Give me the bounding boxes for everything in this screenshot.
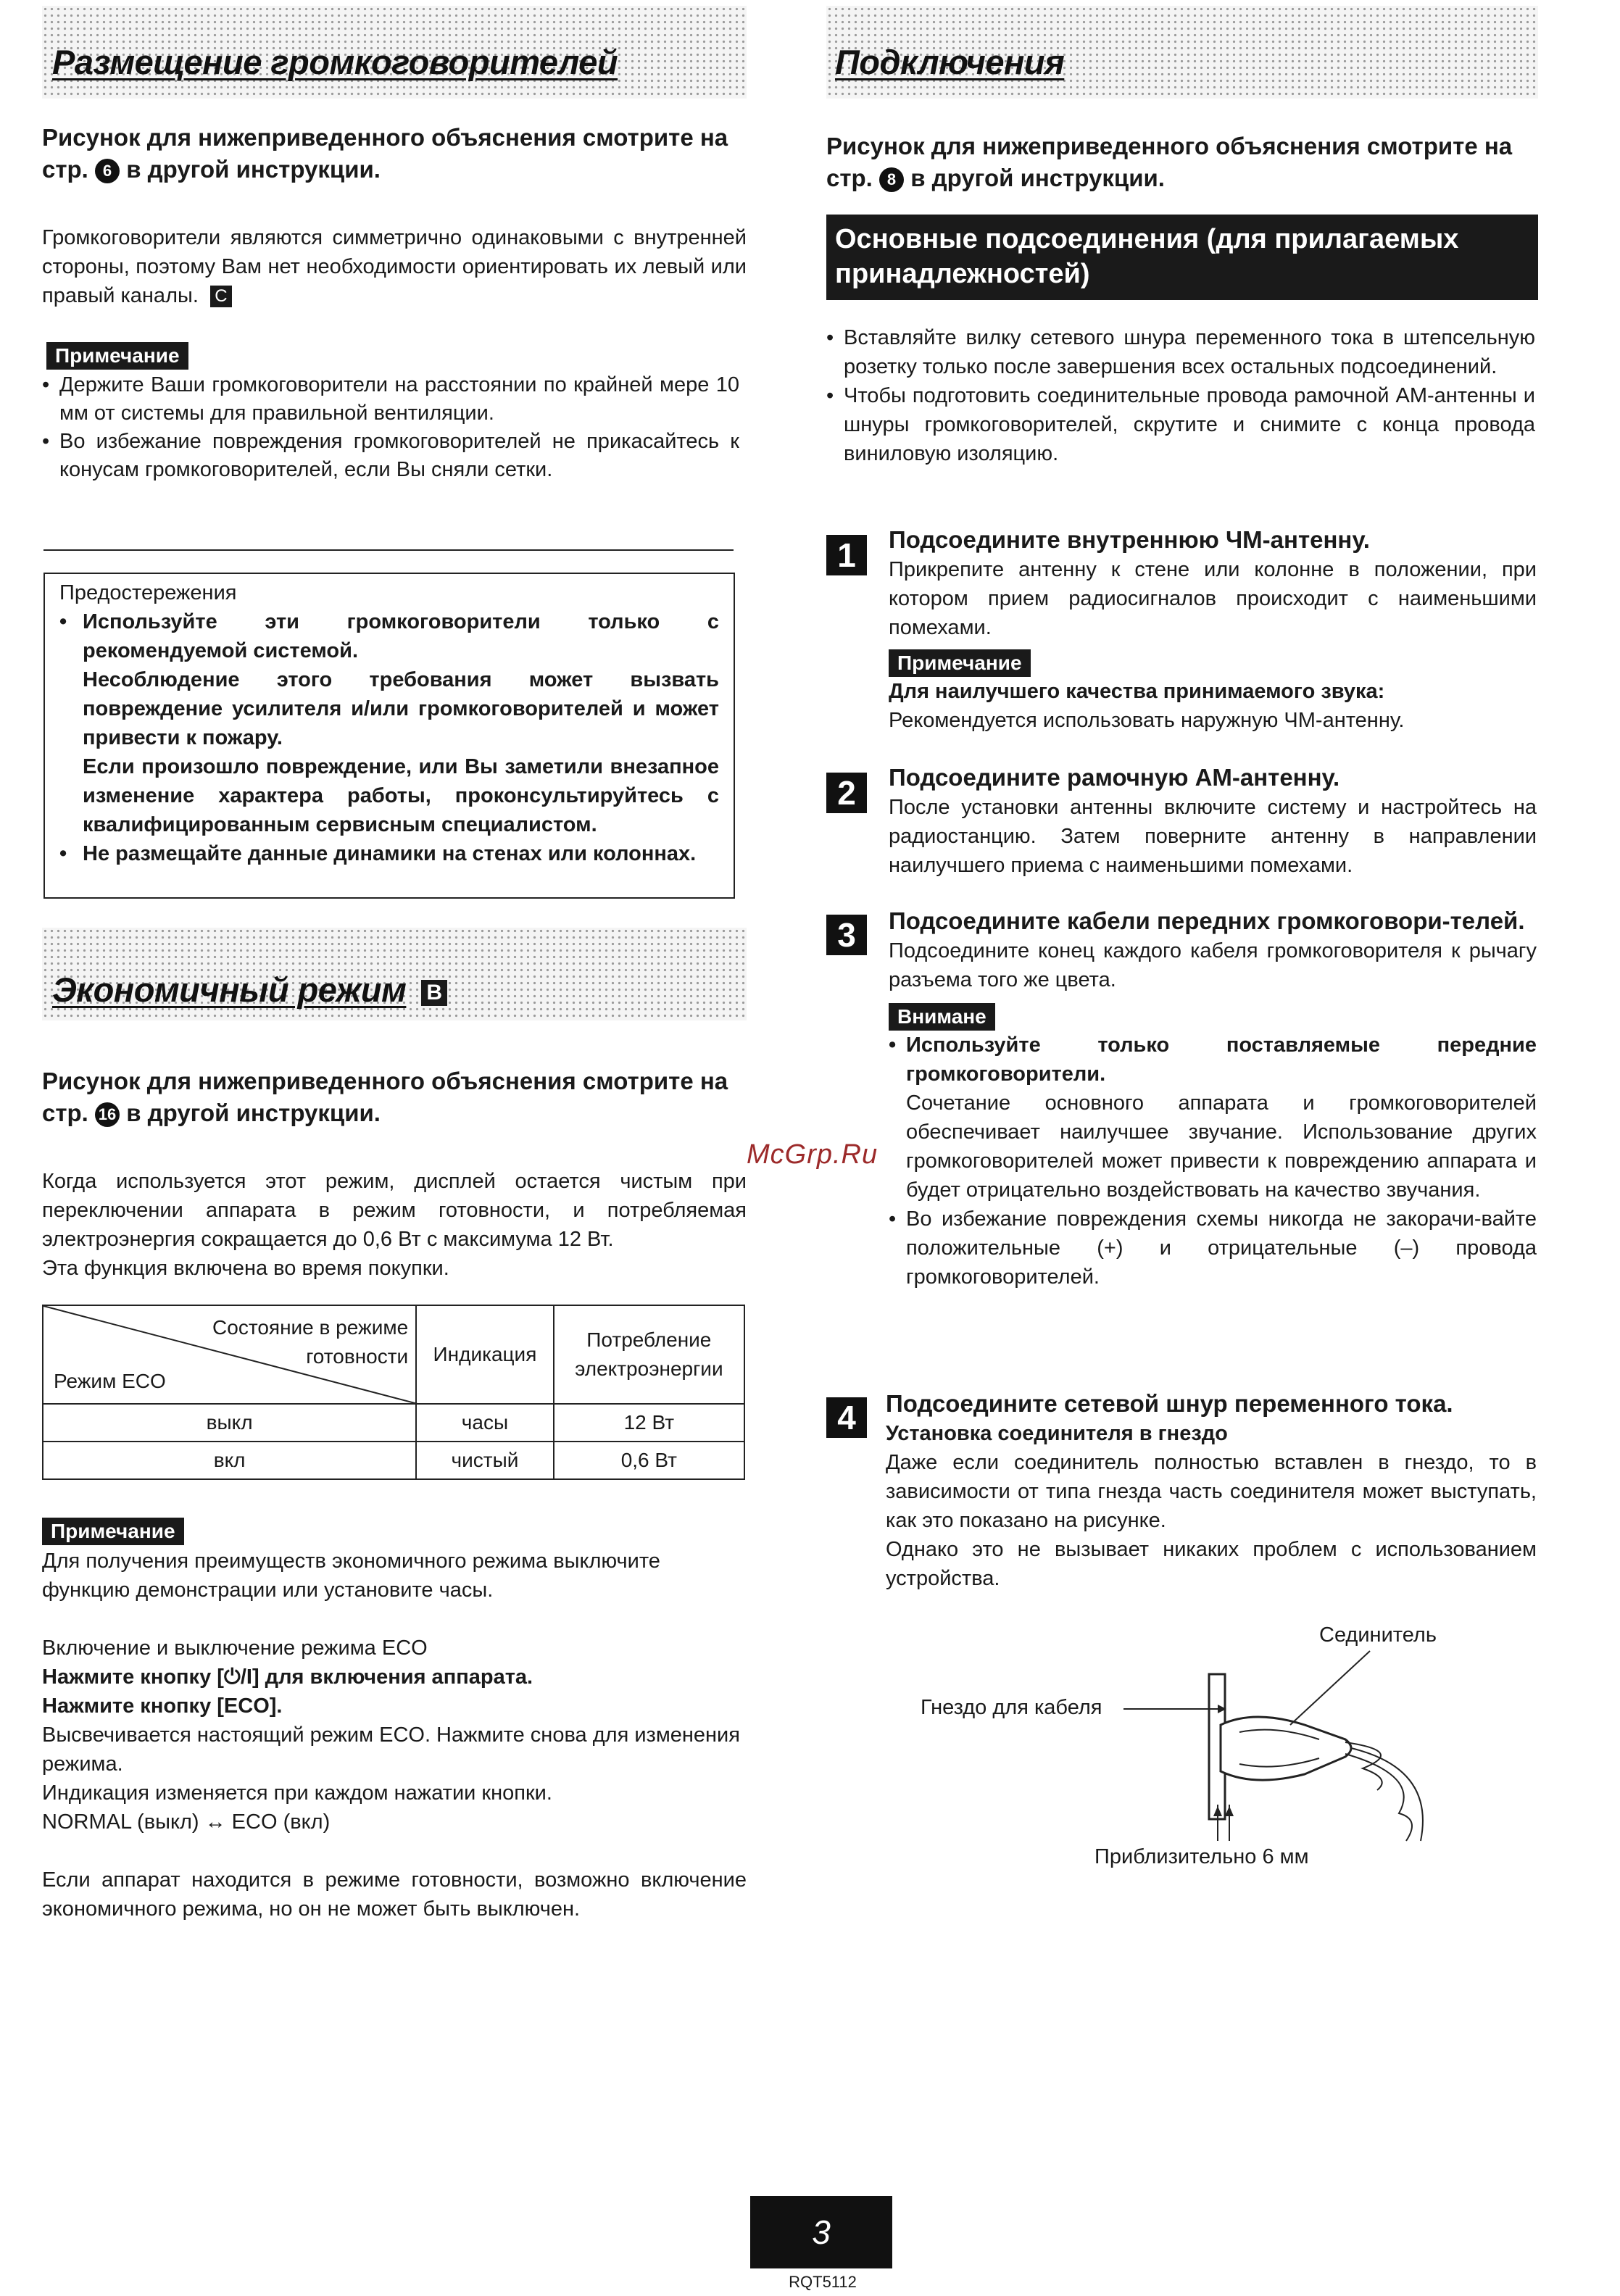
- caution-item-1c: Если произошло повреждение, или Вы заметили внезапное изменение характера работы, проконсультируйтесь с квалифицированным сервисным специалистом.: [83, 755, 719, 836]
- corner-top-label: Состояние в режиме готовности: [212, 1316, 409, 1368]
- corner-bottom-label: Режим ECO: [54, 1370, 166, 1392]
- table-cell: выкл: [43, 1404, 416, 1442]
- eco-ref: [42, 1065, 747, 1129]
- speakers-notes: [42, 371, 739, 484]
- step-note-text: Рекомендуется использовать наружную ЧМ-антенну.: [889, 709, 1405, 732]
- table-cell: 0,6 Вт: [554, 1442, 744, 1479]
- speakers-ref: [42, 122, 747, 186]
- speakers-text-body: Громкоговорители являются симметрично одинаковыми с внутренней стороны, поэтому Вам нет необходимости ориентировать их левый или правый каналы.: [42, 226, 747, 307]
- table-cell: 12 Вт: [554, 1404, 744, 1442]
- connector-drawing: [913, 1623, 1464, 1870]
- connections-heading-label: Подключения: [835, 43, 1065, 81]
- eco-text-body: Когда используется этот режим, дисплей остается чистым при переключении аппарата в режим готовности, и потребляемая электроэнергия сокращается до 0,6 Вт с максимума 12 Вт.: [42, 1170, 747, 1251]
- table-row: [43, 1404, 744, 1442]
- connector-figure: [913, 1623, 1464, 1870]
- eco-note: Для получения преимуществ экономичного режима выключите функцию демонстрации или установите часы.: [42, 1550, 660, 1602]
- connections-ref-post: в другой инструкции.: [910, 165, 1165, 191]
- caution-item-1b: Несоблюдение этого требования может вызвать повреждение усилителя и/или громкоговорителей и может привести к пожару.: [83, 668, 719, 749]
- step-text: Даже если соединитель полностью вставлен в гнездо, то в зависимости от типа гнезда часть соединителя может выступать, как это показано на рисунке.: [886, 1451, 1537, 1532]
- speakers-heading: [52, 42, 618, 82]
- caution-title: Предостережения: [59, 581, 237, 604]
- eco-final: Если аппарат находится в режиме готовности, возможно включение экономичного режима, но он не может быть выключен.: [42, 1868, 747, 1921]
- table-cell: часы: [416, 1404, 553, 1442]
- note-tag: Примечание: [42, 1518, 184, 1545]
- caution-item-2: • Не размещайте данные динамики на стенах или колоннах.: [59, 839, 719, 868]
- step-text: После установки антенны включите систему и настройтесь на радиостанцию. Затем поверните антенну в направлении наилучшего приема с наименьшими помехами.: [889, 796, 1537, 877]
- step-title: Подсоедините сетевой шнур переменного тока.: [886, 1390, 1453, 1417]
- page-number: 3: [750, 2196, 892, 2268]
- warning-tag: Внимане: [889, 1003, 995, 1031]
- eco-heading-label: Экономичный режим: [52, 970, 407, 1009]
- step-text-2: Однако это не вызывает никаких проблем с использованием устройства.: [886, 1538, 1537, 1590]
- step-1-note-tag-wrap: [889, 649, 1537, 677]
- step-warn-text: Сочетание основного аппарата и громкоговорителей обеспечивает наилучшее звучание. Использование других громкоговорителей может привести к повреждению аппарата и будет отрицательно воздействовать на качество звучания.: [906, 1091, 1537, 1202]
- list-item: • Держите Ваши громкоговорители на расстоянии по крайней мере 10 мм от системы для правильной вентиляции.: [42, 371, 739, 428]
- table-cell: чистый: [416, 1442, 553, 1479]
- caution-item-2-text: Не размещайте данные динамики на стенах или колоннах.: [83, 842, 697, 865]
- eco-text: [42, 1167, 747, 1283]
- eco-press-2: Нажмите кнопку [ECO].: [42, 1694, 283, 1718]
- section-banner: Основные подсоединения (для прилагаемых принадлежностей): [826, 215, 1538, 300]
- eco-desc-2: Индикация изменяется при каждом нажатии кнопки.: [42, 1781, 552, 1805]
- figure-ref-box: B: [421, 980, 447, 1006]
- step-warn-2-text: Во избежание повреждения схемы никогда не закорачи-вайте положительные (+) и отрицательные (–) провода громкоговорителей.: [906, 1207, 1537, 1289]
- step-number: 2: [826, 773, 867, 813]
- step-1: [889, 525, 1537, 735]
- table-row: [43, 1442, 744, 1479]
- list-item: • Во избежание повреждения громкоговорителей не прикасайтесь к конусам громкоговорителей, если Вы сняли сетки.: [42, 428, 739, 484]
- step-text: Подсоедините конец каждого кабеля громкоговорителя к рычагу разъема того же цвета.: [889, 939, 1537, 991]
- label-socket: Гнездо для кабеля: [921, 1696, 1102, 1719]
- connections-heading: [835, 42, 1064, 82]
- table-corner-cell: [43, 1305, 416, 1404]
- speakers-text: [42, 223, 747, 310]
- eco-press-1: Нажмите кнопку [⏻/I] для включения аппарата.: [42, 1665, 533, 1689]
- step-subtitle: Установка соединителя в гнездо: [886, 1422, 1228, 1445]
- step-warn-2: • Во избежание повреждения схемы никогда не закорачи-вайте положительные (+) и отрицательные (–) провода громкоговорителей.: [889, 1207, 1537, 1289]
- divider: [43, 549, 734, 551]
- eco-table: [42, 1305, 745, 1480]
- eco-note-tag-wrap: [42, 1518, 184, 1545]
- eco-instructions: [42, 1634, 747, 1837]
- step-title: Подсоедините внутреннюю ЧМ-антенну.: [889, 526, 1370, 553]
- figure-ref-box: C: [210, 286, 232, 307]
- table-header: Потребление электроэнергии: [554, 1305, 744, 1404]
- step-text: Прикрепите антенну к стене или колонне в положении, при котором прием радиосигналов происходит с наименьшими помехами.: [889, 558, 1537, 639]
- step-title: Подсоедините кабели передних громкоговори-телей.: [889, 907, 1525, 934]
- step-number: 1: [826, 535, 867, 575]
- step-warn-bold: • Используйте только поставляемые передние громкоговорители.: [889, 1033, 1537, 1086]
- eco-desc-1: Высвечивается настоящий режим ECO. Нажмите снова для изменения режима.: [42, 1723, 740, 1776]
- table-header: Индикация: [416, 1305, 553, 1404]
- step-number: 3: [826, 915, 867, 955]
- watermark: McGrp.Ru: [747, 1139, 878, 1170]
- page-ref-badge: 16: [95, 1102, 120, 1127]
- caution-item-1a: Используйте эти громкоговорители только с рекомендуемой системой.: [83, 610, 719, 662]
- label-gap: Приблизительно 6 мм: [1094, 1845, 1309, 1868]
- step-3-warn-tag-wrap: [889, 1003, 1537, 1031]
- note-tag: Примечание: [46, 342, 188, 370]
- speakers-ref-post: в другой инструкции.: [126, 156, 381, 183]
- page-ref-badge: 6: [95, 159, 120, 183]
- eco-ref-pre: Рисунок для нижеприведенного объяснения смотрите на стр.: [42, 1068, 728, 1126]
- speakers-ref-pre: Рисунок для нижеприведенного объяснения смотрите на стр.: [42, 124, 728, 183]
- document-code: RQT5112: [789, 2273, 857, 2291]
- step-number: 4: [826, 1397, 867, 1438]
- note-tag: Примечание: [889, 649, 1031, 677]
- speakers-note-tag-wrap: [46, 342, 188, 370]
- connections-ref: [826, 130, 1537, 194]
- caution-items: [59, 607, 719, 868]
- table-cell: вкл: [43, 1442, 416, 1479]
- eco-text-2: Эта функция включена во время покупки.: [42, 1257, 449, 1280]
- step-2: [889, 762, 1537, 880]
- caution-item-1: • Используйте эти громкоговорители только с рекомендуемой системой. Несоблюдение этого требования может вызвать повреждение усилителя и/или громкоговорителей и может привести к пожару. Если произошло повреждение, или Вы заметили внезапное изменение характера работы, проконсультируйтесь с квалифицированным сервисным специалистом.: [59, 607, 719, 839]
- step-warn-bold-text: Используйте только поставляемые передние громкоговорители.: [906, 1033, 1537, 1086]
- step-3: [889, 906, 1537, 1292]
- eco-heading: [52, 970, 447, 1010]
- eco-desc-3: NORMAL (выкл) ↔ ECO (вкл): [42, 1810, 331, 1834]
- eco-onoff-title: Включение и выключение режима ECO: [42, 1636, 428, 1660]
- step-4: [886, 1389, 1537, 1593]
- page-ref-badge: 8: [879, 167, 904, 192]
- label-connector: Сединитель: [1319, 1623, 1437, 1647]
- eco-ref-post: в другой инструкции.: [126, 1099, 381, 1126]
- step-title: Подсоедините рамочную АМ-антенну.: [889, 764, 1340, 791]
- connections-ref-pre: Рисунок для нижеприведенного объяснения смотрите на стр.: [826, 133, 1513, 191]
- caution-box: [43, 573, 735, 899]
- speakers-heading-label: Размещение громкоговорителей: [52, 43, 618, 81]
- connections-bullets: [826, 323, 1535, 468]
- list-item: • Вставляйте вилку сетевого шнура переменного тока в штепсельную розетку только после завершения всех остальных подсоединений.: [826, 323, 1535, 381]
- step-note-bold: Для наилучшего качества принимаемого звука:: [889, 680, 1385, 703]
- list-item: • Чтобы подготовить соединительные провода рамочной АМ-антенны и шнуры громкоговорителей, скрутите и снимите с конца провода виниловую изоляцию.: [826, 381, 1535, 468]
